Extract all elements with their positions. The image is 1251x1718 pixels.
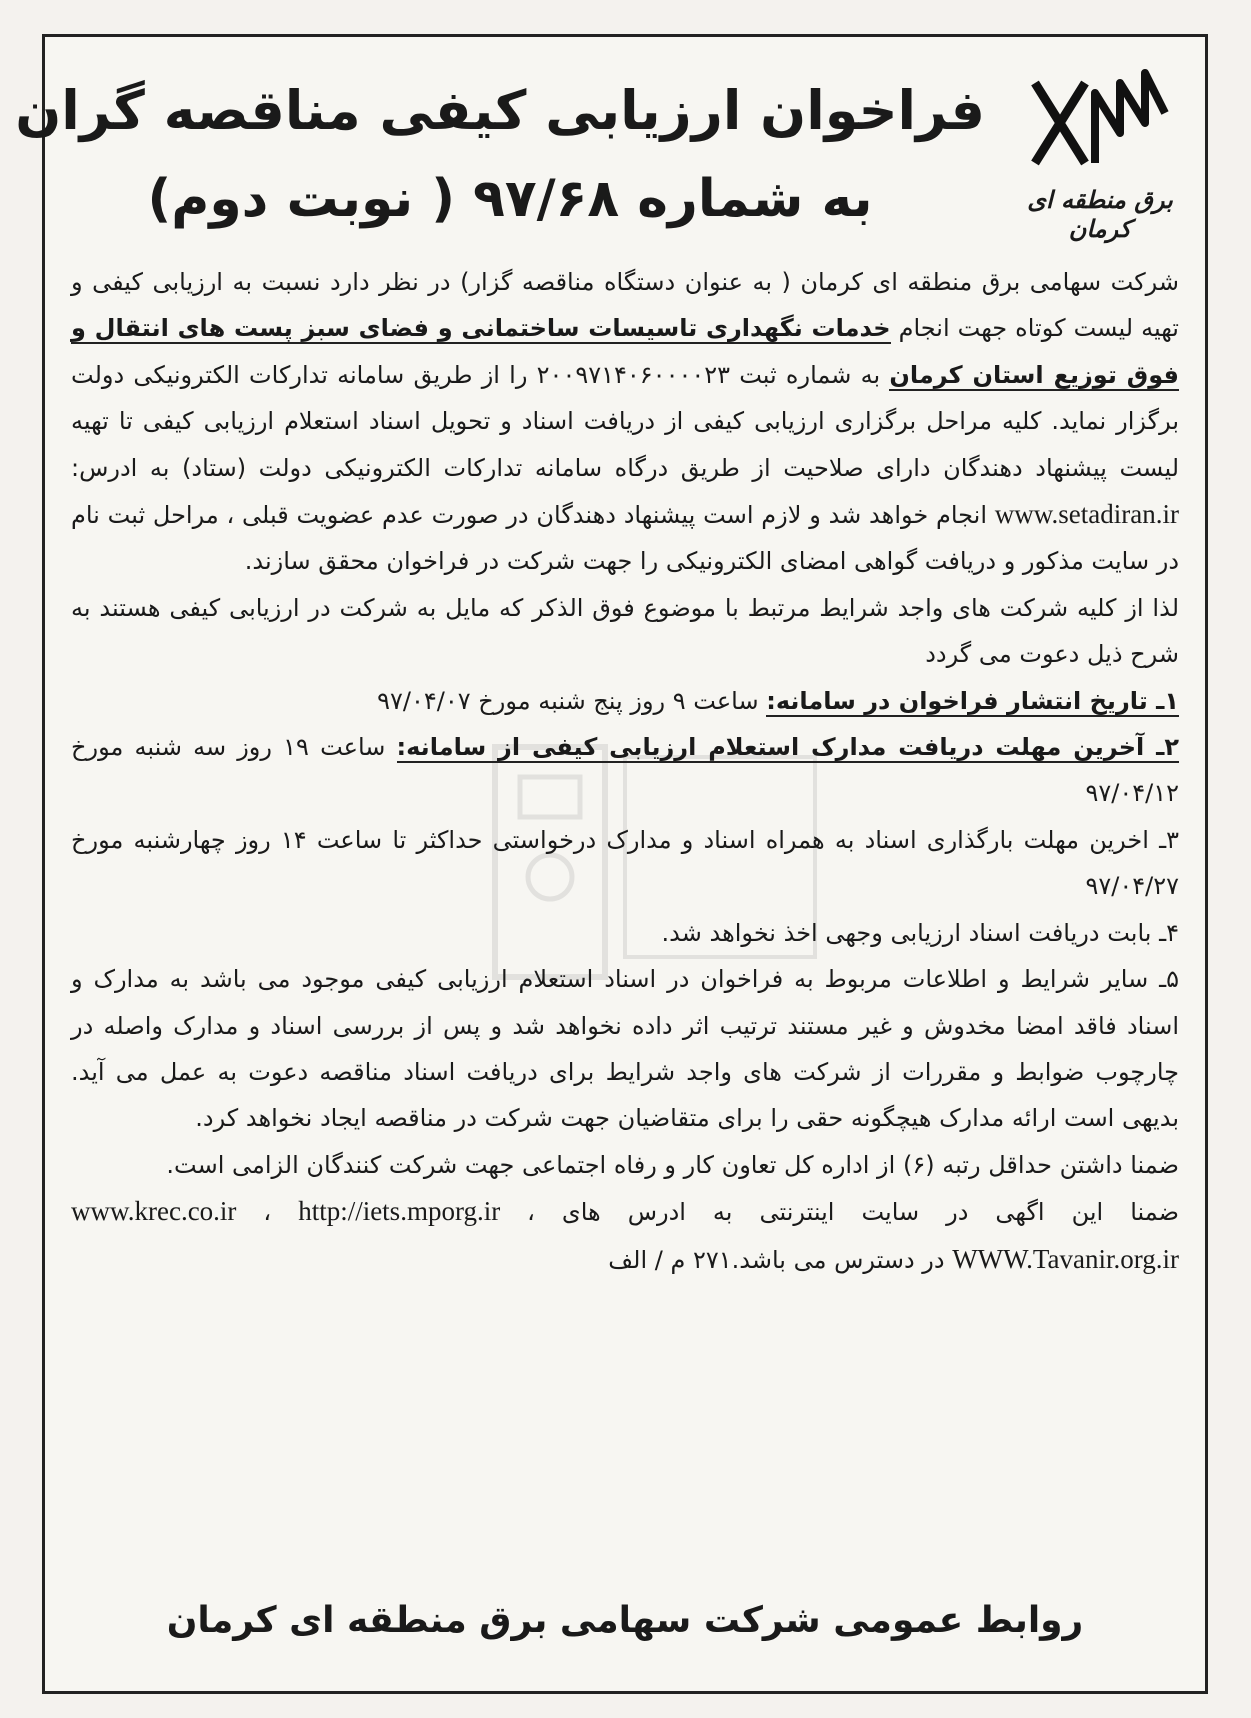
announcement-sheet bbox=[15, 34, 1208, 1694]
item-1 bbox=[71, 678, 1179, 724]
header bbox=[15, 37, 1205, 257]
iets-link[interactable]: http://iets.mporg.ir bbox=[298, 1196, 501, 1227]
note-websites bbox=[71, 1188, 1179, 1283]
tender-subject: خدمات نگهداری تاسیسات ساختمانی و فضای سبز پست های انتقال و فوق توزیع استان کرمان bbox=[71, 314, 1180, 389]
tavanir-link[interactable]: WWW.Tavanir.org.ir bbox=[952, 1243, 1179, 1274]
item-2 bbox=[71, 724, 1179, 817]
item-2-text: ساعت ۱۹ روز سه شنبه مورخ ۹۷/۰۴/۱۲ bbox=[71, 733, 1179, 808]
logo-caption: برق منطقه ای کرمان bbox=[1027, 185, 1173, 243]
announcement-subtitle: به شماره ۹۷/۶۸ ( نوبت دوم) bbox=[147, 169, 873, 229]
intro-paragraph bbox=[71, 259, 1179, 585]
item-1-text: ساعت ۹ روز پنج شنبه مورخ ۹۷/۰۴/۰۷ bbox=[377, 686, 767, 715]
note-websites-sep-2: ، bbox=[500, 1198, 535, 1227]
krec-link[interactable]: www.krec.co.ir bbox=[71, 1196, 237, 1227]
note-rank: ضمنا داشتن حداقل رتبه (۶) از اداره کل تعاون کار و رفاه اجتماعی جهت شرکت کنندگان الزامی است. bbox=[166, 1150, 1179, 1179]
announcement-title: فراخوان ارزیابی کیفی مناقصه گران bbox=[15, 79, 985, 142]
item-1-label: ۱ـ تاریخ انتشار فراخوان در سامانه: bbox=[766, 686, 1179, 715]
company-logo bbox=[1015, 63, 1185, 243]
item-5: ۵ـ سایر شرایط و اطلاعات مربوط به فراخوان در اسناد استعلام ارزیابی کیفی موجود می باشد به مدارک و اسناد فاقد امضا مخدوش و غیر مستند ترتیب اثر داده نخواهد شد و پس از بررسی اسناد و مدارک واصله در چارچوب ضوابط و مقررات از شرکت های واجد شرایط برای دریافت اسناد مناقصه دعوت به عمل می آید. بدیهی است ارائه مدارک هیچگونه حقی را برای متقاضیان جهت شرکت در مناقصه ایجاد نخواهد کرد. bbox=[71, 965, 1179, 1133]
item-2-label: ۲ـ آخرین مهلت دریافت مدارک استعلام ارزیابی کیفی از سامانه: bbox=[396, 733, 1179, 762]
announcement-body bbox=[71, 259, 1179, 1283]
kerman-electric-logo-icon bbox=[1025, 63, 1175, 183]
invitation-paragraph: لذا از کلیه شرکت های واجد شرایط مرتبط با موضوع فوق الذکر که مایل به شرکت در ارزیابی کیفی هستند به شرح ذیل دعوت می گردد bbox=[71, 593, 1179, 669]
intro-text-b: به شماره ثبت ۲۰۰۹۷۱۴۰۶۰۰۰۰۲۳ را از طریق سامانه تدارکات الکترونیکی دولت برگزار نماید. کلیه مراحل برگزاری ارزیابی کیفی از دریافت اسناد و تحویل اسناد استعلام ارزیابی کیفی تا تهیه لیست پیشنهاد دهندگان دارای صلاحیت از طریق درگاه سامانه تدارکات الکترونیکی دولت (ستاد) به ادرس: bbox=[71, 360, 1179, 482]
note-websites-text-a: ضمنا این اگهی در سایت اینترنتی به ادرس های bbox=[534, 1198, 1179, 1227]
setadiran-link[interactable]: www.setadiran.ir bbox=[994, 499, 1179, 530]
intro-text-a: شرکت سهامی برق منطقه ای کرمان ( به عنوان دستگاه مناقصه گزار) در نظر دارد نسبت به ارزیابی کیفی و تهیه لیست کوتاه جهت انجام bbox=[71, 268, 1179, 343]
item-3: ۳ـ اخرین مهلت بارگذاری اسناد به همراه اسناد و مدارک درخواستی حداکثر تا ساعت ۱۴ روز چهارشنبه مورخ ۹۷/۰۴/۲۷ bbox=[71, 825, 1179, 901]
item-4: ۴ـ بابت دریافت اسناد ارزیابی وجهی اخذ نخواهد شد. bbox=[661, 918, 1179, 947]
public-relations-signature: روابط عمومی شرکت سهامی برق منطقه ای کرمان bbox=[166, 1600, 1084, 1641]
intro-text-c: انجام خواهد شد و لازم است پیشنهاد دهندگان در صورت عدم عضویت قبلی ، مراحل ثبت نام در سایت مذکور و دریافت گواهی امضای الکترونیکی را جهت شرکت در فراخوان محقق سازند. bbox=[71, 501, 1179, 576]
note-websites-sep: ، bbox=[236, 1198, 299, 1227]
note-websites-text-c: در دسترس می باشد.۲۷۱ م / الف bbox=[608, 1245, 953, 1274]
